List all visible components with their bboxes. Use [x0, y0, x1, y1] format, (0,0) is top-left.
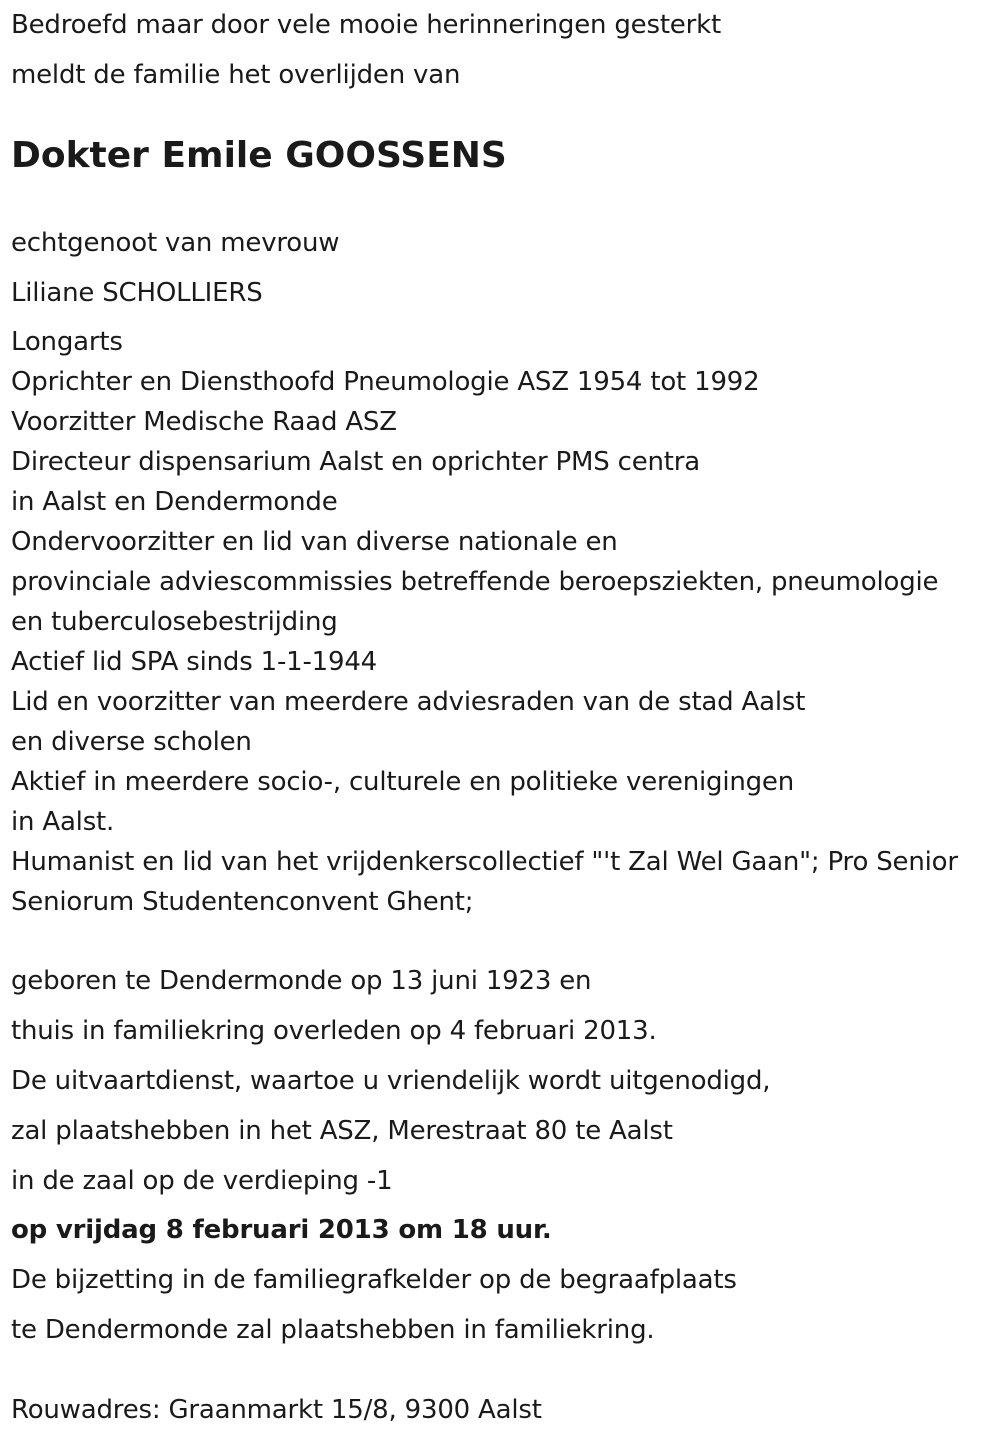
bio-line: Actief lid SPA sinds 1-1-1944 [11, 647, 378, 677]
bio-line: in Aalst. [11, 807, 115, 837]
bio-line: Oprichter en Diensthoofd Pneumologie ASZ 1954 tot 1992 [11, 367, 760, 397]
service-date: op vrijdag 8 februari 2013 om 18 uur. [11, 1215, 552, 1245]
spouse-line-1: echtgenoot van mevrouw [11, 228, 340, 258]
mourning-address: Rouwadres: Graanmarkt 15/8, 9300 Aalst [11, 1395, 542, 1425]
bio-line: Ondervoorzitter en lid van diverse nationale en [11, 527, 618, 557]
detail-line: De uitvaartdienst, waartoe u vriendelijk wordt uitgenodigd, [11, 1066, 771, 1096]
bio-line: Lid en voorzitter van meerdere adviesraden van de stad Aalst [11, 687, 806, 717]
bio-line: in Aalst en Dendermonde [11, 487, 338, 517]
bio-line: en diverse scholen [11, 727, 252, 757]
bio-line: provinciale adviescommissies betreffende beroepsziekten, pneumologie [11, 567, 939, 597]
intro-line-2: meldt de familie het overlijden van [11, 60, 461, 90]
detail-line: in de zaal op de verdieping -1 [11, 1166, 393, 1196]
burial-line: De bijzetting in de familiegrafkelder op de begraafplaats [11, 1265, 737, 1295]
bio-line: Seniorum Studentenconvent Ghent; [11, 887, 474, 917]
burial-line: te Dendermonde zal plaatshebben in familiekring. [11, 1315, 655, 1345]
intro-line-1: Bedroefd maar door vele mooie herinneringen gesterkt [11, 10, 721, 40]
detail-line: thuis in familiekring overleden op 4 februari 2013. [11, 1016, 657, 1046]
bio-line: Aktief in meerdere socio-, culturele en politieke verenigingen [11, 767, 794, 797]
detail-line: zal plaatshebben in het ASZ, Merestraat 80 te Aalst [11, 1116, 673, 1146]
detail-line: geboren te Dendermonde op 13 juni 1923 en [11, 966, 592, 996]
spouse-line-2: Liliane SCHOLLIERS [11, 278, 263, 308]
bio-line: Longarts [11, 327, 123, 357]
bio-line: Humanist en lid van het vrijdenkerscollectief "'t Zal Wel Gaan"; Pro Senior [11, 847, 958, 877]
deceased-name: Dokter Emile GOOSSENS [11, 135, 507, 176]
bio-line: en tuberculosebestrijding [11, 607, 338, 637]
bio-line: Voorzitter Medische Raad ASZ [11, 407, 397, 437]
bio-line: Directeur dispensarium Aalst en oprichter PMS centra [11, 447, 700, 477]
